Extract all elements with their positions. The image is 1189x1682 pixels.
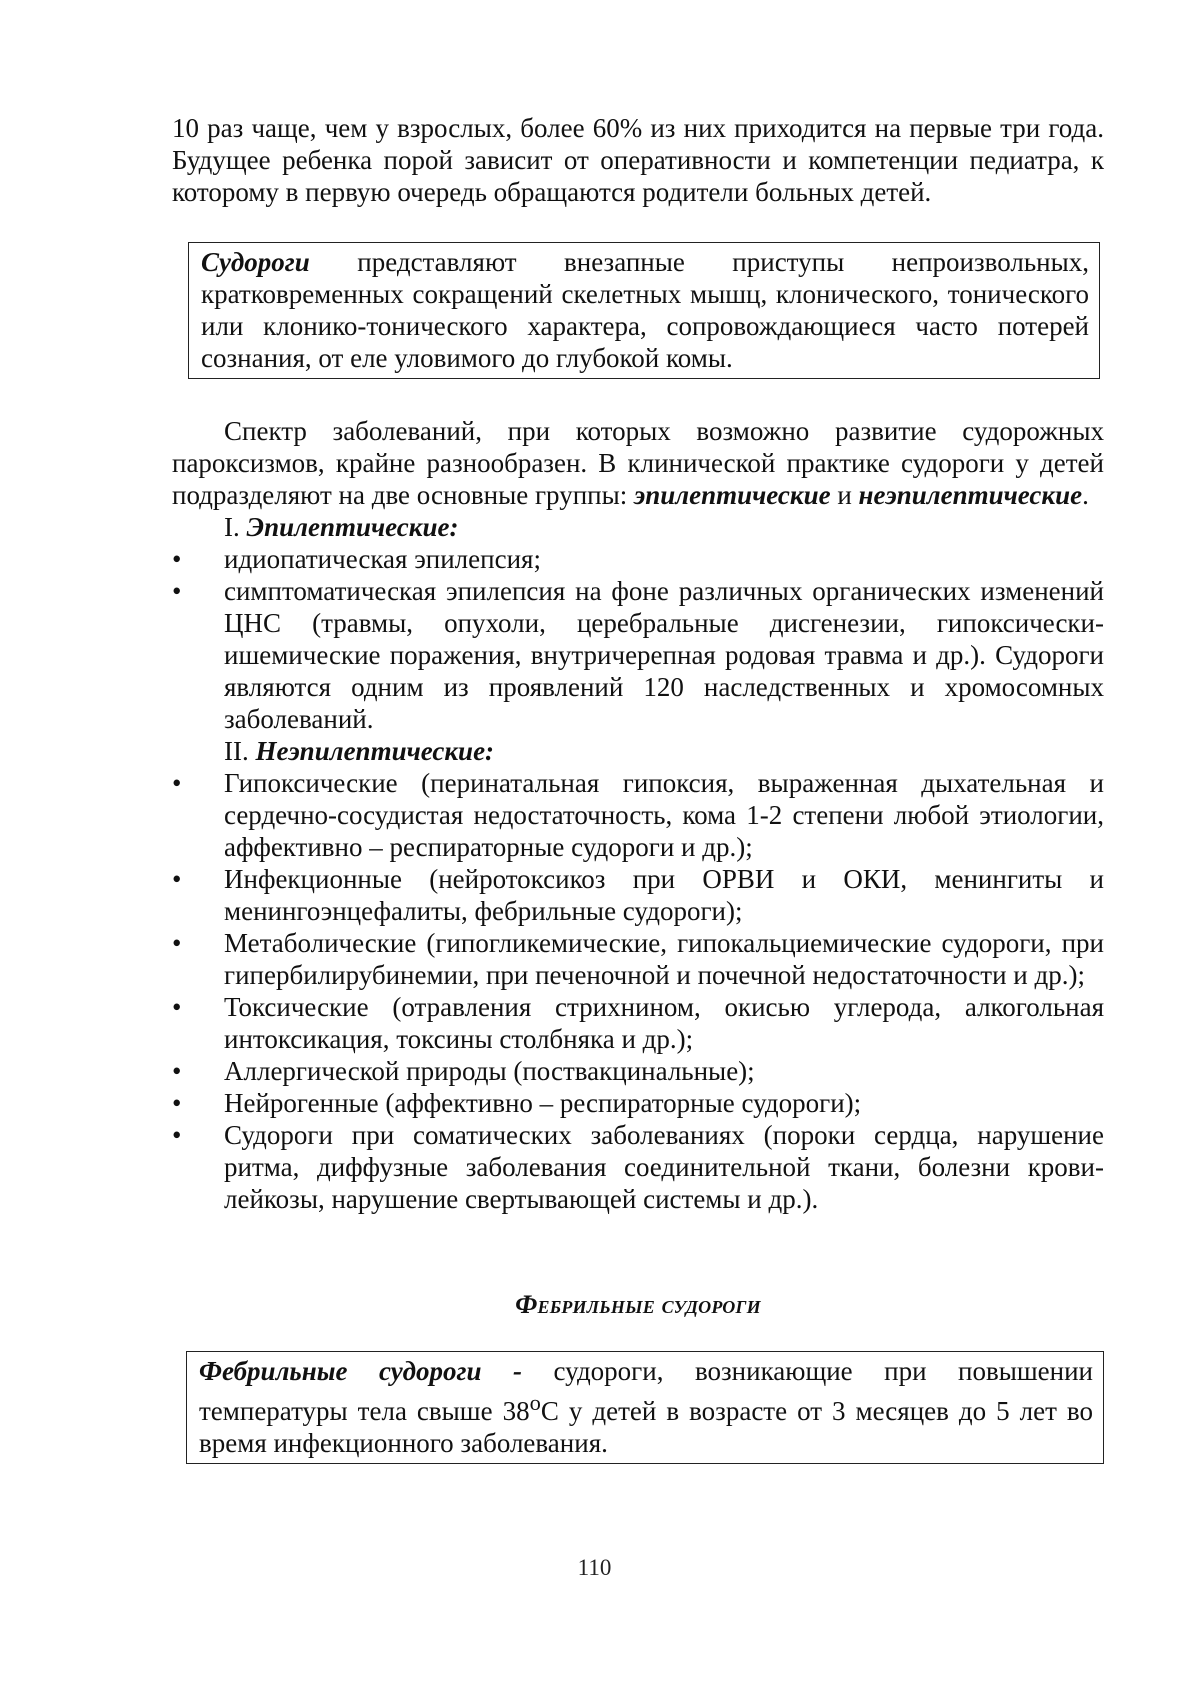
group-1-title: Эпилептические:: [246, 512, 459, 542]
group-2-numeral: II.: [224, 736, 256, 766]
list-item-text: Гипоксические (перинатальная гипоксия, выраженная дыхательная и сердечно-сосудистая недостаточность, кома 1-2 степени любой этиологии, аффективно – респираторные судороги и др.);: [224, 768, 1104, 862]
list-item: [172, 1087, 1104, 1119]
definition-seizures-term: Судороги: [201, 247, 310, 277]
group-1-heading: [172, 511, 1104, 543]
intro-paragraph: 10 раз чаще, чем у взрослых, более 60% из них приходится на первые три года. Будущее ребенка порой зависит от оперативности и компетенции педиатра, к которому в первую очередь обращаются родители больных детей.: [172, 113, 1104, 207]
list-item-text: симптоматическая эпилепсия на фоне различных органических изменений ЦНС (травмы, опухоли, церебральные дисгенезии, гипоксически-ишемические поражения, внутричерепная родовая травма и др.). Судороги являются одним из проявлений 120 наследственных и хромосомных заболеваний.: [224, 576, 1104, 734]
definition-febrile-body-2: С у детей в возрасте от 3 месяцев до 5 лет во время инфекционного заболевания.: [199, 1396, 1093, 1458]
list-item: [172, 991, 1104, 1055]
bullet-icon: •: [172, 576, 182, 606]
definition-febrile-body-1: судороги, возникающие при повышении температуры тела свыше 38: [199, 1356, 1094, 1426]
definition-febrile-text: [199, 1355, 1093, 1459]
list-item-text: Инфекционные (нейротоксикоз при ОРВИ и ОКИ, менингиты и менингоэнцефалиты, фебрильные судороги);: [224, 864, 1104, 926]
definition-febrile-term: Фебрильные судороги -: [199, 1356, 523, 1386]
group-2-list: [172, 767, 1104, 1215]
list-item: [172, 1119, 1104, 1215]
list-item: [172, 575, 1104, 735]
bullet-icon: •: [172, 1056, 182, 1086]
list-item: [172, 927, 1104, 991]
list-item: [172, 863, 1104, 927]
definition-box-febrile: [186, 1351, 1104, 1464]
list-item-text: Токсические (отравления стрихнином, окисью углерода, алкогольная интоксикация, токсины столбняка и др.);: [224, 992, 1104, 1054]
term-epileptic: эпилептические: [633, 480, 831, 510]
list-item-text: Аллергической природы (поствакцинальные);: [224, 1056, 755, 1086]
group-1-numeral: I.: [224, 512, 247, 542]
list-item: [172, 767, 1104, 863]
spectrum-text-after: .: [1082, 480, 1089, 510]
bullet-icon: •: [172, 928, 182, 958]
definition-seizures-text: [201, 246, 1089, 374]
bullet-icon: •: [172, 768, 182, 798]
bullet-icon: •: [172, 864, 182, 894]
bullet-icon: •: [172, 1120, 182, 1150]
bullet-icon: •: [172, 992, 182, 1022]
term-nonepileptic: неэпилептические: [858, 480, 1083, 510]
page-number: 110: [577, 1555, 612, 1580]
list-item: [172, 543, 1104, 575]
list-item-text: Метаболические (гипогликемические, гипокальциемические судороги, при гипербилирубинемии, при печеночной и почечной недостаточности и др.);: [224, 928, 1104, 990]
group-2-heading: [172, 735, 1104, 767]
list-item-text: идиопатическая эпилепсия;: [224, 544, 541, 574]
list-item-text: Судороги при соматических заболеваниях (пороки сердца, нарушение ритма, диффузные заболевания соединительной ткани, болезни крови-лейкозы, нарушение свертывающей системы и др.).: [224, 1120, 1104, 1214]
spectrum-text-before: Спектр заболеваний, при которых возможно развитие судорожных пароксизмов, крайне разнообразен. В клинической практике судороги у детей подразделяют на две основные группы:: [172, 416, 1104, 510]
bullet-icon: •: [172, 1088, 182, 1118]
spectrum-paragraph: [172, 415, 1104, 511]
group-1-list: [172, 543, 1104, 735]
definition-box-seizures: [188, 242, 1100, 379]
document-page: [172, 112, 1104, 1464]
list-item-text: Нейрогенные (аффективно – респираторные судороги);: [224, 1088, 862, 1118]
group-2-title: Неэпилептические:: [255, 736, 495, 766]
degree-superscript: о: [529, 1390, 541, 1415]
bullet-icon: •: [172, 544, 182, 574]
section-title: Фебрильные судороги: [515, 1290, 761, 1319]
spectrum-conjunction: и: [830, 480, 859, 510]
list-item: [172, 1055, 1104, 1087]
definition-seizures-body: представляют внезапные приступы непроизвольных, кратковременных сокращений скелетных мышц, клонического, тонического или клонико-тонического характера, сопровождающиеся часто потерей сознания, от еле уловимого до глубокой комы.: [201, 247, 1089, 373]
